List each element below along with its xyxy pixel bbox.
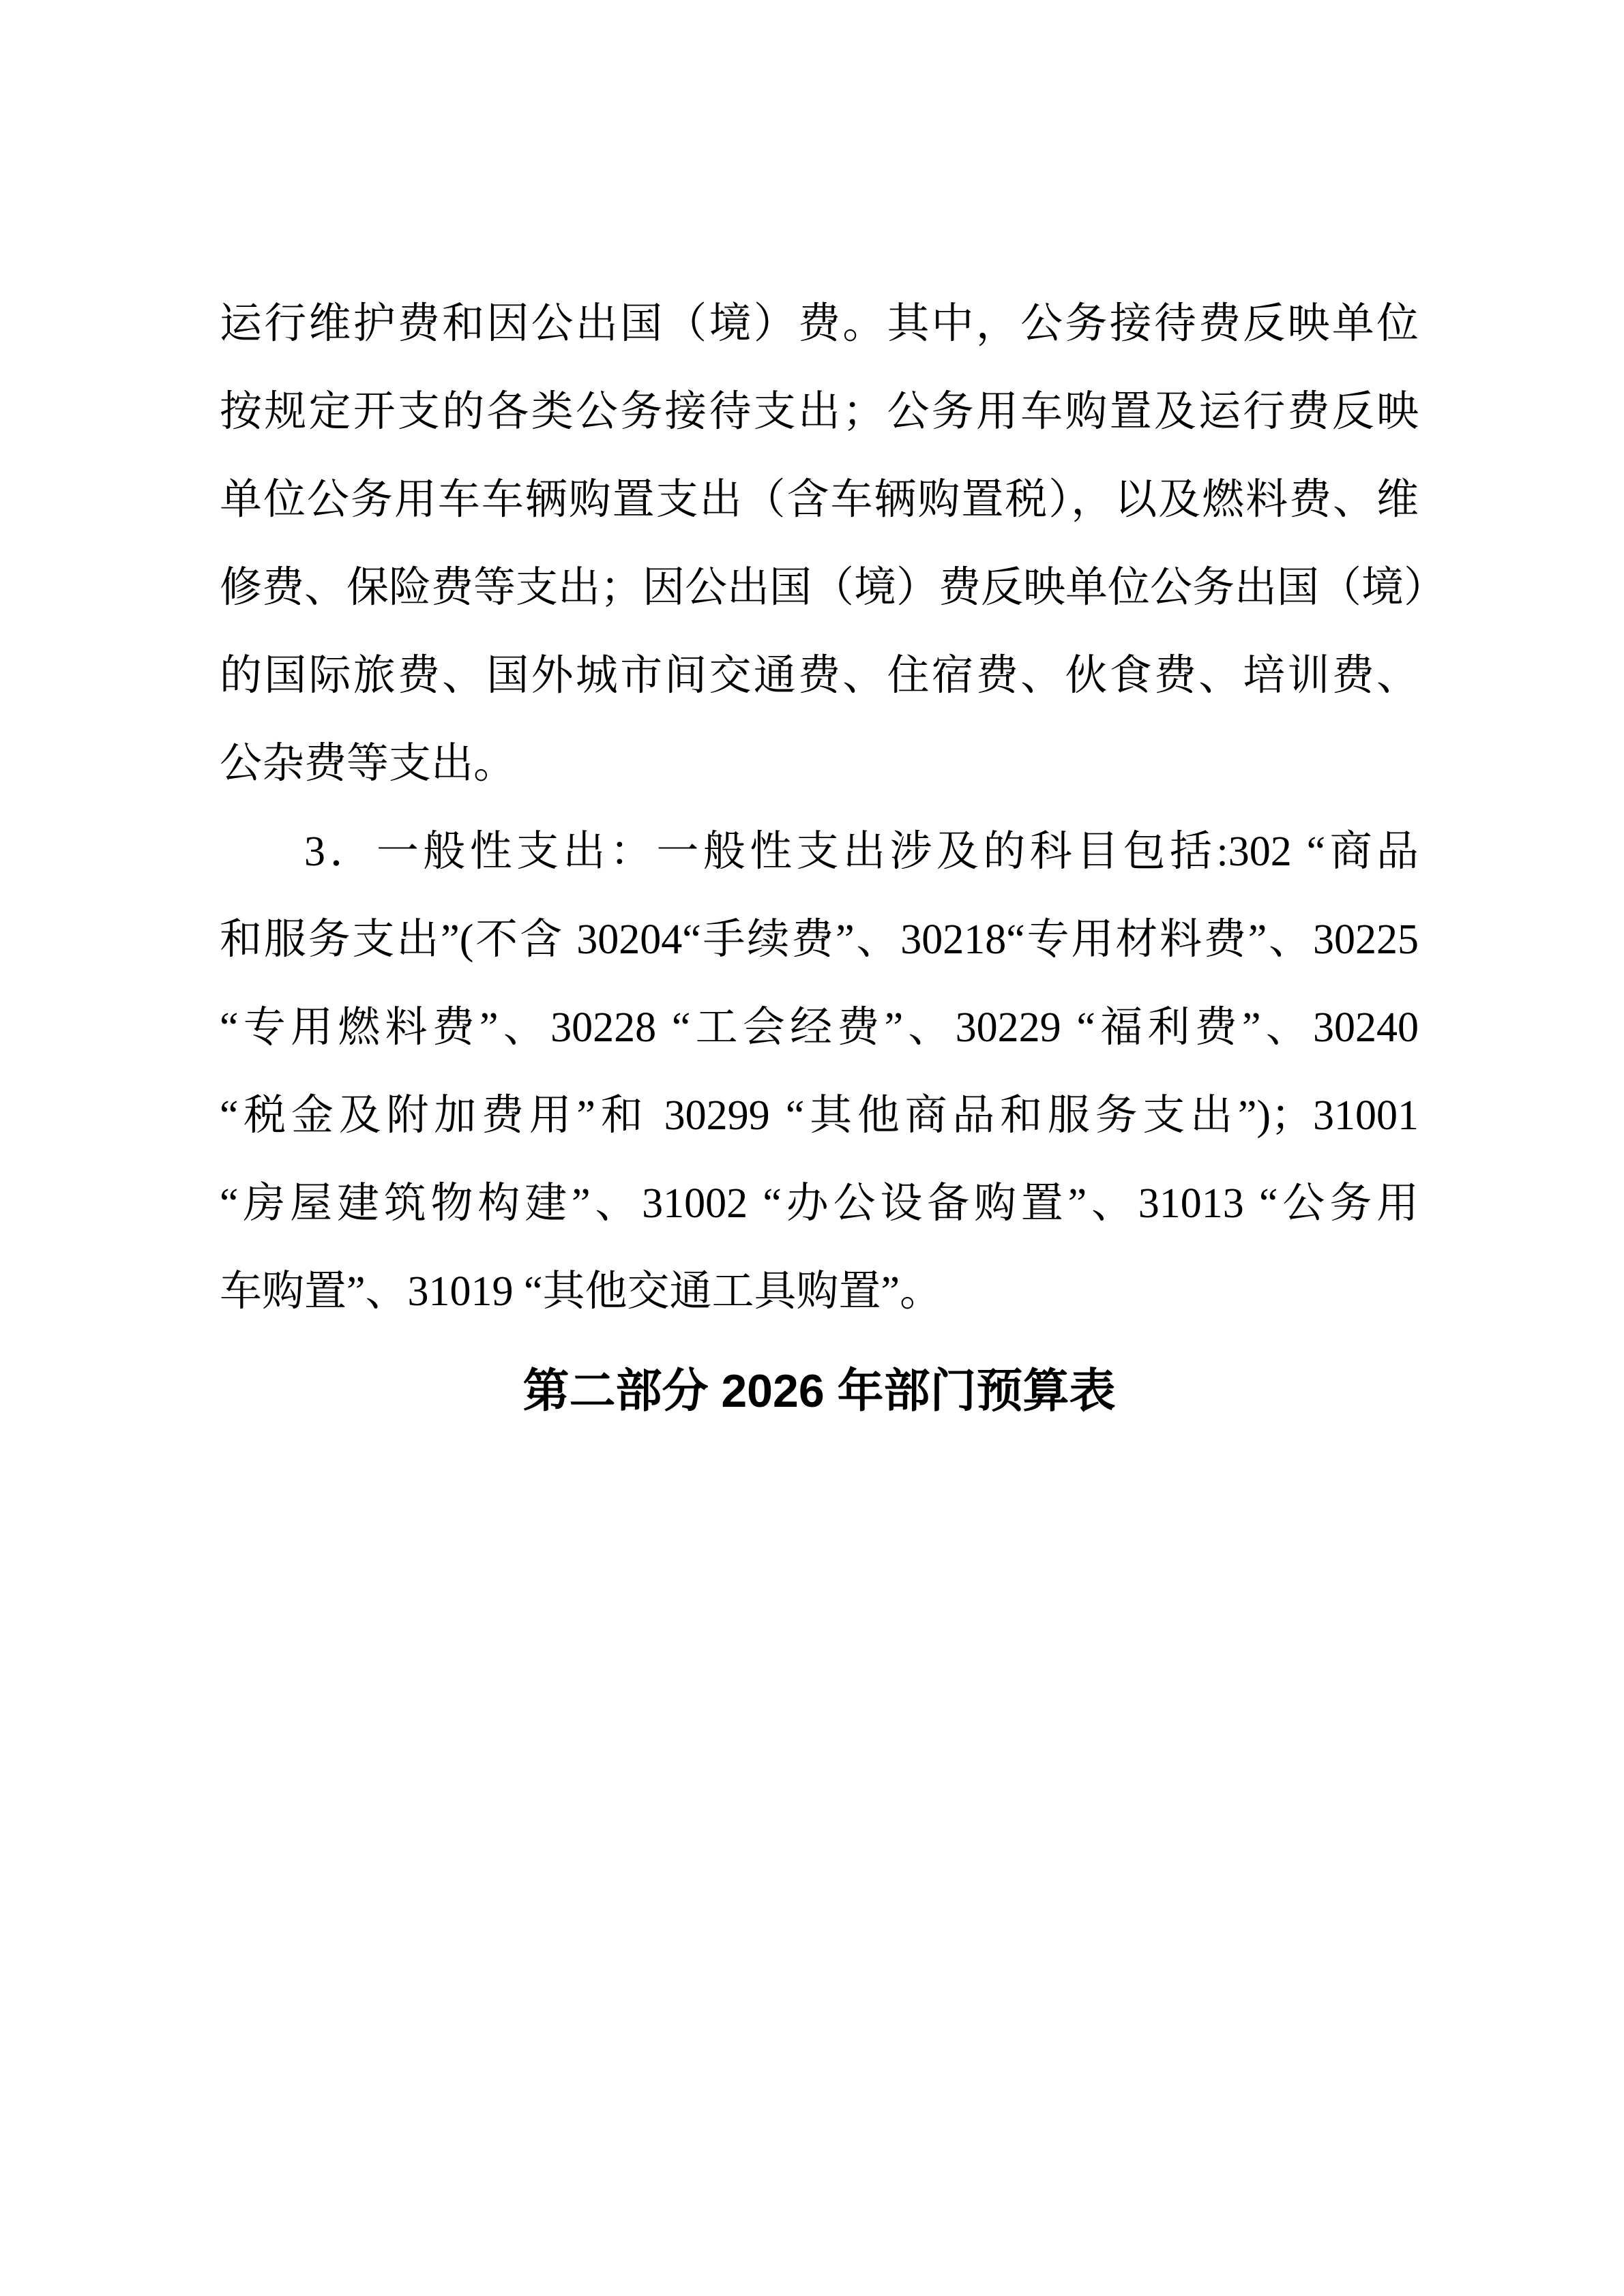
- body-line-6-paragraph-end: 公杂费等支出。: [220, 741, 516, 787]
- body-line-2: 按规定开支的各类公务接待支出；公务用车购置及运行费反映: [220, 389, 1419, 435]
- body-line-8: 和服务支出”(不含 30204“手续费”、30218“专用材料费”、30225: [220, 916, 1419, 963]
- body-line-1: 运行维护费和因公出国（境）费。其中，公务接待费反映单位: [220, 301, 1419, 347]
- body-line-10: “税金及附加费用”和 30299 “其他商品和服务支出”)；31001: [220, 1092, 1419, 1139]
- body-line-12-paragraph-end: 车购置”、31019 “其他交通工具购置”。: [220, 1268, 943, 1315]
- body-line-9: “专用燃料费”、30228 “工会经费”、30229 “福利费”、30240: [220, 1004, 1419, 1051]
- body-line-3: 单位公务用车车辆购置支出（含车辆购置税），以及燃料费、维: [220, 477, 1419, 523]
- body-line-4: 修费、保险费等支出；因公出国（境）费反映单位公务出国（境）: [220, 565, 1447, 611]
- section-heading: 第二部分 2026 年部门预算表: [522, 1365, 1116, 1417]
- body-line-5: 的国际旅费、国外城市间交通费、住宿费、伙食费、培训费、: [220, 653, 1419, 699]
- document-body: [220, 280, 1447, 1429]
- body-line-7-paragraph-start: 3．一般性支出：一般性支出涉及的科目包括:302 “商品: [304, 829, 1419, 875]
- body-line-11: “房屋建筑物构建”、31002 “办公设备购置”、31013 “公务用: [220, 1180, 1419, 1227]
